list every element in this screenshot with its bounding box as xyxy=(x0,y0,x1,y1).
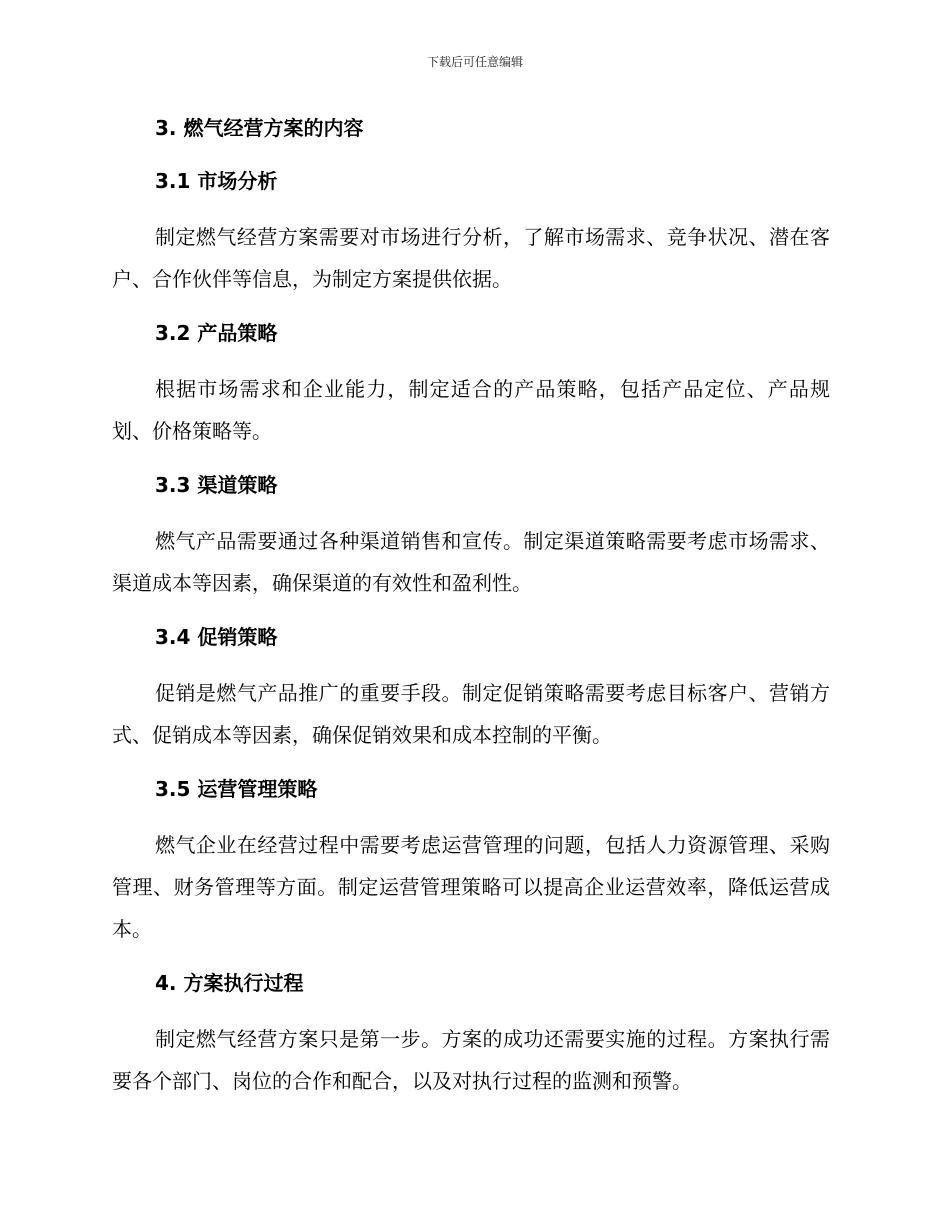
section-heading-3-5: 3.5 运营管理策略 xyxy=(155,777,318,801)
paragraph-3-1: 制定燃气经营方案需要对市场进行分析，了解市场需求、竞争状况、潜在客户、合作伙伴等信息，为制定方案提供依据。 xyxy=(112,225,830,291)
paragraph-3-5: 燃气企业在经营过程中需要考虑运营管理的问题，包括人力资源管理、采购管理、财务管理等方面。制定运营管理策略可以提高企业运营效率，降低运营成本。 xyxy=(112,833,830,941)
section-heading-3: 3. 燃气经营方案的内容 xyxy=(155,116,364,140)
paragraph-4: 制定燃气经营方案只是第一步。方案的成功还需要实施的过程。方案执行需要各个部门、岗位的合作和配合，以及对执行过程的监测和预警。 xyxy=(112,1027,830,1093)
section-heading-3-2: 3.2 产品策略 xyxy=(155,321,278,345)
section-heading-3-4: 3.4 促销策略 xyxy=(155,625,278,649)
paragraph-3-3: 燃气产品需要通过各种渠道销售和宣传。制定渠道策略需要考虑市场需求、渠道成本等因素，确保渠道的有效性和盈利性。 xyxy=(112,529,830,595)
document-body xyxy=(112,110,830,1102)
paragraph-3-2: 根据市场需求和企业能力，制定适合的产品策略，包括产品定位、产品规划、价格策略等。 xyxy=(112,377,830,443)
page-header-note: 下载后可任意编辑 xyxy=(426,55,523,69)
section-heading-3-3: 3.3 渠道策略 xyxy=(155,473,278,497)
paragraph-3-4: 促销是燃气产品推广的重要手段。制定促销策略需要考虑目标客户、营销方式、促销成本等因素，确保促销效果和成本控制的平衡。 xyxy=(112,681,830,747)
section-heading-4: 4. 方案执行过程 xyxy=(155,971,304,995)
section-heading-3-1: 3.1 市场分析 xyxy=(155,169,278,193)
